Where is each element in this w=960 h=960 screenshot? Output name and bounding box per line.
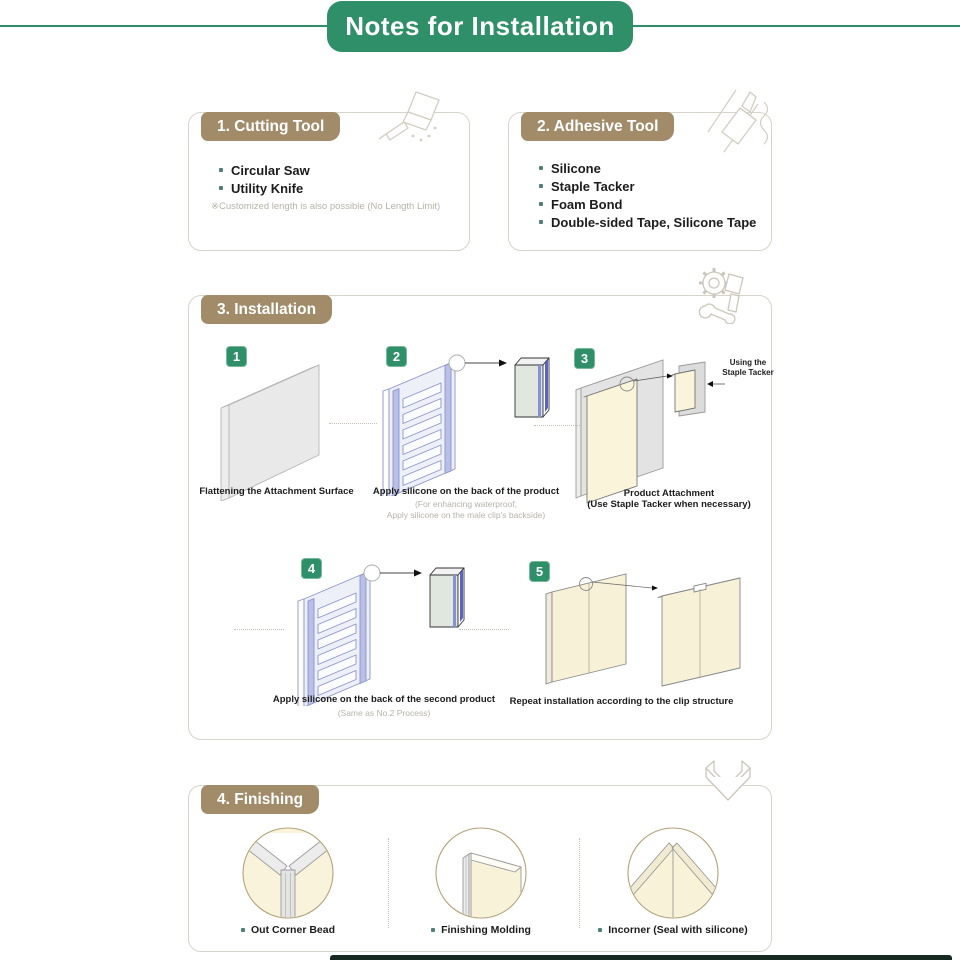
step-divider (234, 629, 284, 630)
step4-subcaption: (Same as No.2 Process) (337, 708, 431, 718)
list-item (219, 179, 310, 197)
list-item (539, 195, 756, 213)
list-item-label: Foam Bond (551, 196, 623, 212)
bullet-icon (539, 184, 543, 188)
step-badge: 1 (226, 346, 247, 367)
step4-silicone-panel-illustration (292, 561, 477, 706)
step-badge: 3 (574, 348, 595, 369)
step5-clip-structure-illustration (534, 564, 754, 689)
utility-knife-icon (376, 90, 448, 152)
bullet-icon (219, 186, 223, 190)
step-badge: 5 (529, 561, 550, 582)
step2-caption: Apply silicone on the back of the product (372, 486, 560, 497)
cutting-tool-tab: 1. Cutting Tool (201, 112, 340, 141)
step2-silicone-panel-illustration (377, 351, 562, 496)
bullet-icon (241, 928, 245, 932)
incorner-diagram (627, 827, 719, 919)
next-section-edge (330, 955, 952, 960)
bullet-icon (539, 220, 543, 224)
list-item-label: Staple Tacker (551, 178, 635, 194)
bullet-icon (539, 202, 543, 206)
list-item (539, 213, 756, 231)
finishing-molding-diagram (435, 827, 527, 919)
step-badge: 2 (386, 346, 407, 367)
list-item-label: Circular Saw (231, 162, 310, 178)
step2-subcaption-1: (For enhancing waterproof, (414, 499, 518, 509)
finishing-tab: 4. Finishing (201, 785, 319, 814)
list-item (539, 159, 756, 177)
step5-caption: Repeat installation according to the clip structure (509, 696, 734, 707)
bullet-icon (539, 166, 543, 170)
bullet-icon (219, 168, 223, 172)
finish-item-label: Incorner (Seal with silicone) (573, 924, 773, 936)
page-title: Notes for Installation (345, 11, 615, 41)
list-item (219, 161, 310, 179)
step1-caption: Flattening the Attachment Surface (199, 486, 354, 497)
finish-item-label: Out Corner Bead (198, 924, 378, 936)
step-divider (329, 423, 377, 424)
step-divider (534, 425, 582, 426)
step3-caption-1: Product Attachment (623, 488, 715, 499)
list-item-label: Utility Knife (231, 180, 304, 196)
step2-subcaption-2: Apply silicone on the male clip's backside) (386, 510, 546, 520)
finish-divider (579, 838, 580, 928)
step-badge: 4 (301, 558, 322, 579)
step-divider (459, 629, 509, 630)
list-item (539, 177, 756, 195)
bullet-icon (598, 928, 602, 932)
gear-tools-icon (693, 266, 753, 324)
page-title-banner (327, 1, 633, 52)
step3-caption-2: (Use Staple Tacker when necessary) (587, 499, 751, 510)
cutting-note: ※Customized length is also possible (No Length Limit) (211, 201, 441, 212)
step1-flat-panel-illustration (207, 351, 342, 501)
step4-caption: Apply silicone on the back of the second product (272, 694, 496, 705)
adhesive-tool-list (539, 159, 756, 231)
cutting-tool-list (219, 161, 310, 197)
list-item-label: Double-sided Tape, Silicone Tape (551, 214, 757, 230)
bullet-icon (431, 928, 435, 932)
finish-item-label: Finishing Molding (391, 924, 571, 936)
installation-tab: 3. Installation (201, 295, 332, 324)
list-item-label: Silicone (551, 160, 601, 176)
finish-divider (388, 838, 389, 928)
staple-tacker-annotation: Using the Staple Tacker (722, 358, 774, 378)
corner-molding-icon (700, 757, 758, 812)
installation-panel (188, 295, 772, 740)
adhesive-tool-tab: 2. Adhesive Tool (521, 112, 674, 141)
out-corner-bead-diagram (242, 827, 334, 919)
finishing-panel (188, 785, 772, 952)
silicone-tube-icon (700, 86, 778, 154)
